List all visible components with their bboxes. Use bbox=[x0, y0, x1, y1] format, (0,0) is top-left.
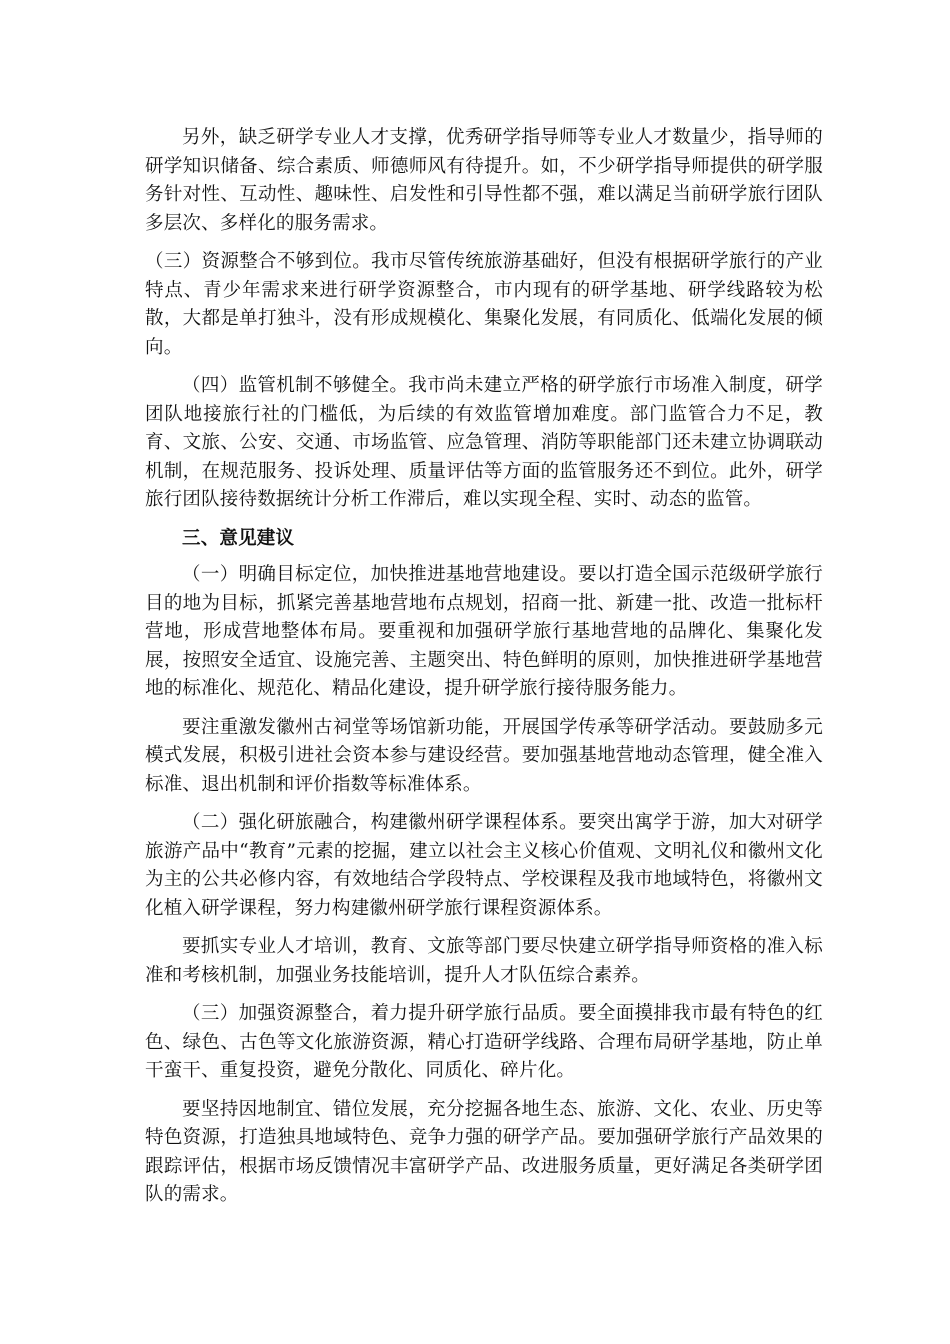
paragraph-suggestion-2-extra: 要抓实专业人才培训，教育、文旅等部门要尽快建立研学指导师资格的准入标准和考核机制，加强业务技能培训，提升人才队伍综合素养。 bbox=[145, 936, 823, 986]
paragraph-suggestion-3: （三）加强资源整合，着力提升研学旅行品质。要全面摸排我市最有特色的红色、绿色、古色等文化旅游资源，精心打造研学线路、合理布局研学基地，防止单干蛮干、重复投资，避免分散化、同质化、碎片化。 bbox=[145, 1003, 823, 1081]
section-heading-suggestions: 三、意见建议 bbox=[182, 527, 295, 549]
paragraph-talent-shortage: 另外，缺乏研学专业人才支撑，优秀研学指导师等专业人才数量少，指导师的研学知识储备、综合素质、师德师风有待提升。如，不少研学指导师提供的研学服务针对性、互动性、趣味性、启发性和引导性都不强，难以满足当前研学旅行团队多层次、多样化的服务需求。 bbox=[145, 127, 823, 234]
document-body bbox=[145, 124, 823, 1220]
paragraph-resource-integration: （三）资源整合不够到位。我市尽管传统旅游基础好，但没有根据研学旅行的产业特点、青少年需求来进行研学资源整合，市内现有的研学基地、研学线路较为松散，大都是单打独斗，没有形成规模化、集聚化发展，有同质化、低端化发展的倾向。 bbox=[145, 251, 823, 358]
paragraph-suggestion-1: （一）明确目标定位，加快推进基地营地建设。要以打造全国示范级研学旅行目的地为目标，抓紧完善基地营地布点规划，招商一批、新建一批、改造一批标杆营地，形成营地整体布局。要重视和加强研学旅行基地营地的品牌化、集聚化发展，按照安全适宜、设施完善、主题突出、特色鲜明的原则，加快推进研学基地营地的标准化、规范化、精品化建设，提升研学旅行接待服务能力。 bbox=[145, 564, 823, 699]
paragraph-suggestion-3-extra: 要坚持因地制宜、错位发展，充分挖掘各地生态、旅游、文化、农业、历史等特色资源，打造独具地域特色、竞争力强的研学产品。要加强研学旅行产品效果的跟踪评估，根据市场反馈情况丰富研学产品、改进服务质量，更好满足各类研学团队的需求。 bbox=[145, 1098, 823, 1205]
paragraph-suggestion-2: （二）强化研旅融合，构建徽州研学课程体系。要突出寓学于游，加大对研学旅游产品中“教育”元素的挖掘，建立以社会主义核心价值观、文明礼仪和徽州文化为主的公共必修内容，有效地结合学段特点、学校课程及我市地域特色，将徽州文化植入研学课程，努力构建徽州研学旅行课程资源体系。 bbox=[145, 812, 823, 919]
paragraph-supervision: （四）监管机制不够健全。我市尚未建立严格的研学旅行市场准入制度，研学团队地接旅行社的门槛低，为后续的有效监管增加难度。部门监管合力不足，教育、文旅、公安、交通、市场监管、应急管理、消防等职能部门还未建立协调联动机制，在规范服务、投诉处理、质量评估等方面的监管服务还不到位。此外，研学旅行团队接待数据统计分析工作滞后，难以实现全程、实时、动态的监管。 bbox=[145, 375, 823, 510]
paragraph-suggestion-1-extra: 要注重激发徽州古祠堂等场馆新功能，开展国学传承等研学活动。要鼓励多元模式发展，积极引进社会资本参与建设经营。要加强基地营地动态管理，健全准入标准、退出机制和评价指数等标准体系。 bbox=[145, 716, 823, 795]
